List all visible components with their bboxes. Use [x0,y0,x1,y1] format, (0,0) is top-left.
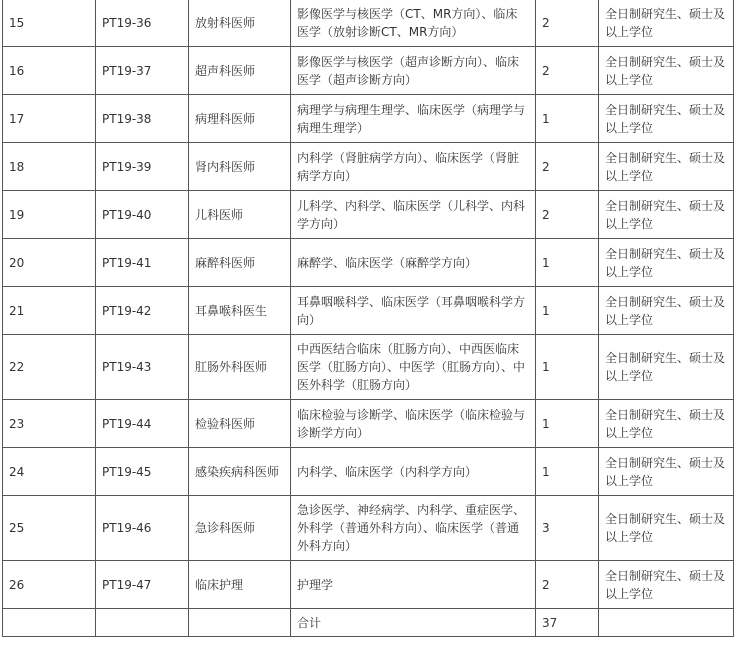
table-row [3,287,734,335]
table-row [3,239,734,287]
position-title: 检验科医师 [189,400,291,448]
row-number: 16 [3,47,96,95]
major-requirement: 影像医学与核医学（超声诊断方向）、临床医学（超声诊断方向） [291,47,536,95]
position-title: 超声科医师 [189,47,291,95]
position-code: PT19-36 [96,0,189,47]
position-code: PT19-43 [96,335,189,400]
major-requirement: 内科学（肾脏病学方向）、临床医学（肾脏病学方向） [291,143,536,191]
education-requirement: 全日制研究生、硕士及以上学位 [599,400,734,448]
row-number: 20 [3,239,96,287]
position-code: PT19-42 [96,287,189,335]
position-title: 感染疾病科医师 [189,448,291,496]
total-row [3,609,734,637]
hiring-count: 1 [536,448,599,496]
major-requirement: 护理学 [291,561,536,609]
table-row [3,561,734,609]
education-requirement: 全日制研究生、硕士及以上学位 [599,191,734,239]
education-requirement: 全日制研究生、硕士及以上学位 [599,47,734,95]
hiring-count: 3 [536,496,599,561]
position-title: 儿科医师 [189,191,291,239]
row-number: 19 [3,191,96,239]
position-code: PT19-46 [96,496,189,561]
major-requirement: 耳鼻咽喉科学、临床医学（耳鼻咽喉科学方向） [291,287,536,335]
position-title: 放射科医师 [189,0,291,47]
table-row [3,191,734,239]
major-requirement: 临床检验与诊断学、临床医学（临床检验与诊断学方向） [291,400,536,448]
education-requirement: 全日制研究生、硕士及以上学位 [599,143,734,191]
education-requirement: 全日制研究生、硕士及以上学位 [599,0,734,47]
empty-cell [599,609,734,637]
row-number: 15 [3,0,96,47]
hiring-count: 1 [536,95,599,143]
row-number: 22 [3,335,96,400]
education-requirement: 全日制研究生、硕士及以上学位 [599,239,734,287]
major-requirement: 急诊医学、神经病学、内科学、重症医学、外科学（普通外科方向）、临床医学（普通外科方向） [291,496,536,561]
positions-table [2,0,734,637]
education-requirement: 全日制研究生、硕士及以上学位 [599,335,734,400]
major-requirement: 中西医结合临床（肛肠方向）、中西医临床医学（肛肠方向）、中医学（肛肠方向）、中医外科学（肛肠方向） [291,335,536,400]
table-row [3,143,734,191]
hiring-count: 1 [536,335,599,400]
position-code: PT19-38 [96,95,189,143]
table-row [3,0,734,47]
row-number: 23 [3,400,96,448]
hiring-count: 2 [536,561,599,609]
education-requirement: 全日制研究生、硕士及以上学位 [599,287,734,335]
row-number: 21 [3,287,96,335]
major-requirement: 病理学与病理生理学、临床医学（病理学与病理生理学） [291,95,536,143]
position-code: PT19-37 [96,47,189,95]
position-code: PT19-41 [96,239,189,287]
position-title: 肛肠外科医师 [189,335,291,400]
table-row [3,47,734,95]
education-requirement: 全日制研究生、硕士及以上学位 [599,496,734,561]
position-title: 麻醉科医师 [189,239,291,287]
position-code: PT19-40 [96,191,189,239]
total-count: 37 [536,609,599,637]
education-requirement: 全日制研究生、硕士及以上学位 [599,95,734,143]
hiring-count: 1 [536,400,599,448]
major-requirement: 儿科学、内科学、临床医学（儿科学、内科学方向） [291,191,536,239]
row-number: 26 [3,561,96,609]
row-number: 18 [3,143,96,191]
total-label: 合计 [291,609,536,637]
major-requirement: 内科学、临床医学（内科学方向） [291,448,536,496]
position-title: 肾内科医师 [189,143,291,191]
table-row [3,335,734,400]
row-number: 17 [3,95,96,143]
position-title: 急诊科医师 [189,496,291,561]
position-code: PT19-39 [96,143,189,191]
position-title: 临床护理 [189,561,291,609]
empty-cell [3,609,96,637]
empty-cell [189,609,291,637]
position-code: PT19-44 [96,400,189,448]
major-requirement: 麻醉学、临床医学（麻醉学方向） [291,239,536,287]
hiring-count: 2 [536,191,599,239]
table-row [3,448,734,496]
hiring-count: 2 [536,0,599,47]
hiring-count: 2 [536,143,599,191]
hiring-count: 2 [536,47,599,95]
table-row [3,95,734,143]
table-row [3,400,734,448]
empty-cell [96,609,189,637]
table-row [3,496,734,561]
position-code: PT19-47 [96,561,189,609]
major-requirement: 影像医学与核医学（CT、MR方向）、临床医学（放射诊断CT、MR方向） [291,0,536,47]
row-number: 24 [3,448,96,496]
education-requirement: 全日制研究生、硕士及以上学位 [599,561,734,609]
position-code: PT19-45 [96,448,189,496]
hiring-count: 1 [536,239,599,287]
position-title: 病理科医师 [189,95,291,143]
row-number: 25 [3,496,96,561]
position-title: 耳鼻喉科医生 [189,287,291,335]
hiring-count: 1 [536,287,599,335]
education-requirement: 全日制研究生、硕士及以上学位 [599,448,734,496]
